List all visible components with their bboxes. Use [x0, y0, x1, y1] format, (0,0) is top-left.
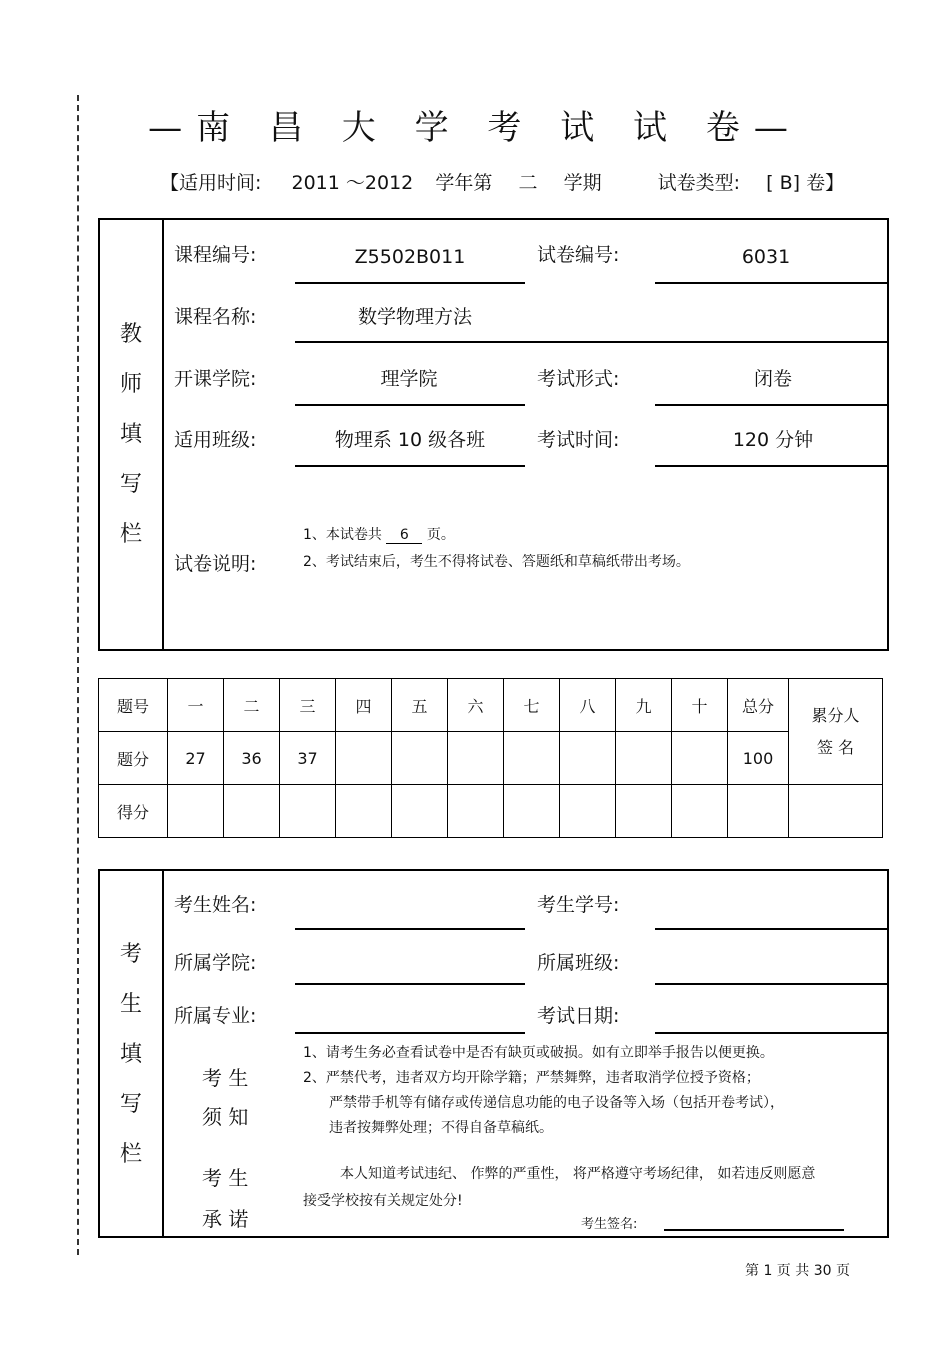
course-name-underline — [295, 341, 889, 343]
exam-form-label: 考试形式: — [537, 368, 620, 390]
class-underline — [295, 465, 525, 467]
semester: 二 — [518, 172, 538, 194]
pledge-1: 本人知道考试违纪、 作弊的严重性， 将严格遵守考场纪律， 如若违反则愿意 — [340, 1166, 816, 1182]
course-code-underline — [295, 282, 525, 284]
course-code-value: Z5502B011 — [354, 246, 466, 268]
side-char: 填 — [119, 1042, 142, 1067]
exam-form-value: 闭卷 — [753, 368, 792, 390]
paper-no-underline — [655, 282, 889, 284]
scorer-label-2: 签 名 — [816, 737, 855, 757]
points-cell — [504, 732, 560, 785]
student-side-label — [111, 930, 151, 1180]
question-cell: 七 — [504, 679, 560, 732]
notice-title-1: 考 生 — [202, 1066, 249, 1090]
side-char: 生 — [119, 992, 142, 1017]
exam-date-label: 考试日期: — [537, 1005, 620, 1027]
score-table — [98, 678, 883, 838]
exam-date-field — [655, 1032, 889, 1034]
college-value: 理学院 — [380, 368, 438, 390]
student-major-label: 所属专业: — [174, 1005, 257, 1027]
exam-time-label: 考试时间: — [537, 429, 620, 451]
scorer-sign-cell — [789, 785, 883, 838]
points-cell — [448, 732, 504, 785]
student-name-label: 考生姓名: — [174, 894, 257, 916]
scorer-cell — [789, 679, 883, 785]
exam-time-value: 120 分钟 — [732, 429, 814, 451]
side-char: 考 — [119, 942, 142, 967]
side-char: 栏 — [119, 522, 142, 547]
college-underline — [295, 404, 525, 406]
page-footer: 第 1 页 共 30 页 — [745, 1263, 850, 1279]
scorer-label-1: 累分人 — [811, 705, 860, 725]
side-char: 师 — [119, 372, 142, 397]
pledge-2: 接受学校按有关规定处分! — [303, 1193, 463, 1209]
note-1-pages: 6 — [386, 527, 422, 544]
points-cell — [336, 732, 392, 785]
side-char: 填 — [119, 422, 142, 447]
student-no-field — [655, 928, 889, 930]
points-cell: 36 — [224, 732, 280, 785]
exam-time-underline — [655, 465, 889, 467]
paper-no-value: 6031 — [741, 246, 791, 268]
question-cell: 六 — [448, 679, 504, 732]
points-cell: 27 — [168, 732, 224, 785]
year-range: 2011 ～2012 — [291, 172, 414, 194]
student-major-field — [295, 1032, 525, 1034]
pledge-title-1: 考 生 — [202, 1166, 249, 1190]
row-header: 题号 — [99, 679, 168, 732]
student-section-divider — [162, 869, 164, 1238]
student-college-field — [295, 983, 525, 985]
year-suffix: 学年第 — [435, 172, 493, 194]
points-cell — [392, 732, 448, 785]
score-input-cell — [448, 785, 504, 838]
table-row — [99, 785, 883, 838]
question-cell: 九 — [616, 679, 672, 732]
points-cell — [672, 732, 728, 785]
student-class-label: 所属班级: — [537, 952, 620, 974]
points-cell — [560, 732, 616, 785]
note-1-suffix: 页。 — [426, 527, 455, 543]
row-header: 题分 — [99, 732, 168, 785]
binding-dashed-line — [77, 95, 79, 1255]
question-cell: 总分 — [728, 679, 789, 732]
question-cell: 八 — [560, 679, 616, 732]
course-name-value: 数学物理方法 — [357, 306, 472, 328]
notes-label: 试卷说明: — [174, 553, 257, 575]
row-header: 得分 — [99, 785, 168, 838]
student-no-label: 考生学号: — [537, 894, 620, 916]
note-2: 2、考试结束后，考生不得将试卷、答题纸和草稿纸带出考场。 — [303, 554, 690, 570]
question-cell: 四 — [336, 679, 392, 732]
signature-field — [664, 1229, 844, 1231]
semester-suffix: 学期 — [563, 172, 602, 194]
notice-4: 违者按舞弊处理；不得自备草稿纸。 — [329, 1120, 553, 1136]
side-char: 写 — [119, 1092, 142, 1117]
applicable-time-label: 【适用时间: — [160, 172, 262, 194]
exam-info-line — [160, 168, 844, 195]
score-input-cell — [224, 785, 280, 838]
teacher-side-label — [111, 310, 151, 560]
side-char: 写 — [119, 472, 142, 497]
note-1 — [303, 524, 455, 544]
teacher-section-divider — [162, 218, 164, 651]
class-value: 物理系 10 级各班 — [334, 429, 486, 451]
score-input-cell — [560, 785, 616, 838]
notice-1: 1、请考生务必查看试卷中是否有缺页或破损。如有立即举手报告以便更换。 — [303, 1045, 774, 1061]
question-cell: 五 — [392, 679, 448, 732]
score-input-cell — [728, 785, 789, 838]
question-cell: 三 — [280, 679, 336, 732]
student-class-field — [655, 983, 889, 985]
table-row — [99, 679, 883, 732]
notice-3: 严禁带手机等有储存或传递信息功能的电子设备等入场（包括开卷考试）， — [329, 1095, 784, 1111]
page-title: —南 昌 大 学 考 试 试 卷— — [148, 108, 802, 148]
score-input-cell — [616, 785, 672, 838]
exam-form-underline — [655, 404, 889, 406]
note-1-prefix: 1、本试卷共 — [303, 527, 382, 543]
side-char: 教 — [119, 322, 142, 347]
notice-2: 2、严禁代考，违者双方均开除学籍；严禁舞弊，违者取消学位授予资格； — [303, 1070, 760, 1086]
score-input-cell — [672, 785, 728, 838]
paper-type-label: 试卷类型: — [657, 172, 741, 194]
table-row — [99, 732, 883, 785]
class-label: 适用班级: — [174, 429, 257, 451]
score-input-cell — [336, 785, 392, 838]
score-input-cell — [168, 785, 224, 838]
question-cell: 十 — [672, 679, 728, 732]
college-label: 开课学院: — [174, 368, 257, 390]
notice-title-2: 须 知 — [202, 1105, 249, 1129]
points-cell: 37 — [280, 732, 336, 785]
student-name-field — [295, 928, 525, 930]
points-cell — [616, 732, 672, 785]
pledge-title-2: 承 诺 — [202, 1207, 249, 1231]
score-input-cell — [280, 785, 336, 838]
paper-type: [ B] 卷】 — [766, 172, 845, 194]
course-code-label: 课程编号: — [174, 244, 257, 266]
points-cell: 100 — [728, 732, 789, 785]
score-input-cell — [504, 785, 560, 838]
question-cell: 二 — [224, 679, 280, 732]
side-char: 栏 — [119, 1142, 142, 1167]
paper-no-label: 试卷编号: — [537, 244, 620, 266]
score-input-cell — [392, 785, 448, 838]
student-college-label: 所属学院: — [174, 952, 257, 974]
signature-label: 考生签名: — [581, 1217, 638, 1232]
question-cell: 一 — [168, 679, 224, 732]
course-name-label: 课程名称: — [174, 306, 257, 328]
